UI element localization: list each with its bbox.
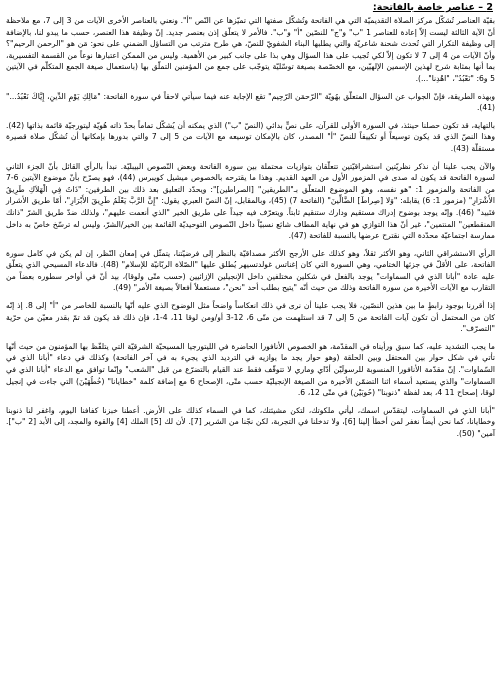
- paragraph-2: وبهذه الطريقة، فإنّ الجواب عن السؤال المتعلّق بهُويّة "الرّحمَن الرّحِيم" تقع الإجابة عنه فيما سيأتي لاحقاً في سورة الفاتحة: "مَالِكِ يَوْمِ الدِّينِ، إِيَّاكَ نَعْبُدُ..." (41).: [6, 91, 495, 113]
- section-heading: 2 – عناصر خاصة بالفاتحة:: [372, 2, 493, 13]
- paragraph-6: إذا أقررنا بوجود رابطٍ ما بين هذين النصّين، فلا يجب علينا أن نرى في ذلك انعكاساً واضحاً مثل الوضوح الذي عليه أنّها بالنسبة للخاصر من "أ" إلى 8. إذ إنّه كان من المحتمل أن تكون آيات الفاتحة من 5 إلى 7 قد استلهمت من متّى 6، 12-3 أو/ومن لوقا 11، 4-1، فإن ذلك قد يكون قد تمّ بقدر معيّن من حرّية "التصرّف".: [6, 301, 495, 334]
- paragraph-5: الرأي الاستشراقي الثاني، وهو الأكثر ثقلاً، وهو كذلك على الأرجح الأكثر مصداقيّة بالنظر إلى فرضيّتنا، يتمثّل في إمعان النّظر، إن لم يكن في كامل سورة الفاتحة، على الأقلّ في جزئها الختامي، وهي السورة التي كان إغناتس غولدتسيهر يُطلق عليها "الصّلاة الربّانيّة للإسلام" (48). فالدعاء المسيحي الذي يتعلّق عليه عادة "أبانا الذي في السماوات" يوجد بالفعل في شكلين مختلفين داخل الإنجيلين الإزائيين (حسب متّى ولوقا)، بيد أنّ في أواخر سطوره بعضاً من التقارب مع الآيات الأخيرة من سورة الفاتحة وذلك من حيث أنّه "يتيح بطلب أحد "نحن"، مستعملاً أفعالاً بصيغة الأمر" (49).: [6, 248, 496, 293]
- paragraph-4: والآن يجب علينا أن نذكر نظريّتين استشراقيّتين تتعلّقان بتوازيات محتملة بين سورة الفاتحة وبعض النّصوص البيبليّة. نبدأ بالرأي القائل بأنّ الجزء الثاني لسورة الفاتحة قد يكون له صدى في المزمور الأول من العهد القديم. وهذا ما يقترحه بالخصوص ميشيل كويبرس (44)، فهو يصرّح بأنّ موضوع الآيتين 6-7 من الفاتحة والمزمور 1: "هو نفسه، وهو الموضوع المتعلّق بـ"الطريقين" [الصراطين]": ويحدّد التعليق بعد ذلك بين الطرفين: "ذَاتُ فِي الْهَلاَكِ طَرِيقُ الأَشْرَارِ" (مزمور 1: 6) يقابله: "وَلا [صِراطَ] الضَّالِّينَ" (الفاتحة 7) (45)، وبالمقابل، إنّ النصّ العبري يقول: "إِنَّ الرَّبَّ يَعْلَمُ طَرِيقَ الأَبْرَارِ"، أمّا طريق الأشرار فتَبيد" (46). وإنّه يوجد بوضوح إدراك مستقيم ودارك ستنقيم ثابتاً. ويتعرّف فيه جيداً على طريق الخير "الذي أنعمت عليهم"، ولذلك ضدّ طريق الشرّ "ذانك المنقطعين" المنتمين"، غير أنّ هذا التوازي هو في نهاية المطاف شائع نسبيّاً داخل النّصوص التوحيديّة القائمة بين الخير/الشرّ، وليس له ترسّخ خاصّ به داخل ممارسة اجتماعيّة محدّدة التي نقترح عرضها بالنسبة للفاتحة (47).: [6, 161, 496, 241]
- paragraph-8-prayer-quote: "أبانا الذي في السماوات، ليتقدّس اسمك، ليأتي ملكوتك، لتكن مشيئتك، كما في السماء كذلك على الأرض. أعطنا خبزنا كفافنا اليوم، واغفر لنا ذنوبنا وخطايانا، كما نحن أيضاً نغفر لمن أخطأ إلينا [6]، ولا تدخلنا في التجربة، لكن نجّنا من الشرير [7]. لأن لك [5] الملك [4] والقوة والمجد، إلى الأبد [2 "ب"]. آمين" (50).: [6, 405, 495, 438]
- paragraph-1: بقيّة العناصر تُشكّل مركز الصلاة التقديميّة التي هي الفاتحة وتُشكّل صفتها التي تميّزها عن النّص "أ". ونعني بالعناصر الأخرى الآيات من 3 إلى 7، مع ملاحظة أنّ الآية الثالثة ليست إلاّ إعادة للعناصر 1 "ب" و"ج" للنصّين "أ" و"ب". فالأمر لا يتعلّق إذن بعنصر جديد. إنّ وظيفة هذا العنصر، حسب ما يبدو لنا، بالإضافة إلى وظيفة التكرار التي تُحدث شحنة شاعريّة والتي يطلبها البناء الشفويّ للنصّ، هي طرح مترتب من التساؤل الضمني على نحو: مَن هو "الرحمن الرحيم"؟ وأنّ الآيات من 4 إلى 7 لا تكون إلاّ لكي تُجيب على هذا السؤال وهي بذا على جانب كبير من الأهمية. وليس من الممكن اعتبارها نوعاً من القسمة التفسيرية، بما أنها بمثابة شرح لهذين الإسمين الإلهيّين، مع الخصّصة بصيغة توسّليّة يتوجّب على جمع من المؤمنين التملّق بها (باستعمال صيغة الجمع المتكلّم في الآيتين 5 و6: "نَعْبُدُ"، "اهْدِنا"...).: [6, 16, 496, 83]
- paragraph-7: ما يجب التشديد عليه، كما سبق ورأيناه في المقدّمة، هو الخصوص الأنافورا الحاضرة في الليتورجيا المسيحيّة الشرقيّة التي يتلفّظ بها المؤمنون من حيث أنّها تأتي في شكل حوار بين المحتفل وبين الحلقة (وهو حوار يجد ما يوازيه في الترديد الذي يجيء به في آخر الفاتحة) وكذلك في دعاء "أبانا الذي في السّماوات". إنّ مقدّمة الأنافورا المنسوبة للرسولَيْن أدّاي وماري لا تتوقّف فقط عند القيام بالتضرّع من قبل "الشعب" وإنّما توافق مع الدعاء "أبانا الذي في السماوات" والذي يستعيد أسماء اثنا التضمّن الأخيرة من الصيغة الإنجيليّة حسب متّى، الإصحاح 6 مع إضافة كلمة "خطايانا" (خُطُهَيْنَ) التي جاءت في إنجيل لوقا، إصحاح 11 4، بعد لفظة "ذنوبنا" (حُوبَيْن) في متّى 12، 6.: [6, 341, 495, 398]
- paragraph-3: بالتهاية، قد تكون حصلنا حينئذ، في السورة الأولى للقرآن، على نصٍّ بدائي (النصّ "ب") الذي يمكنه أن يُشكّل تماماً بحدّ ذاته هُويّة ليتورجيّة قائمة بذاتها (42). وهذا النصّ الذي قد يكون توسيعاً أو تكييفاً للنصّ "أ" المصدر، كان بالإمكان توسيعه مع الآيات من 5 إلى 7 والتي بدورها بإمكانها أن تُشكّل صلاة قصيرة مستقلّة (43).: [6, 120, 495, 153]
